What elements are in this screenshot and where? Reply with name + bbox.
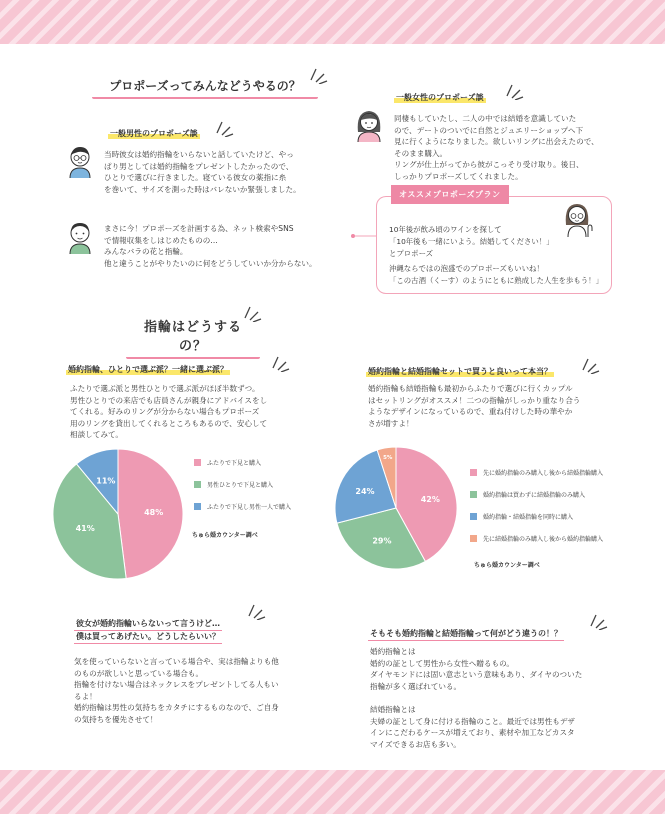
section1-title: プロポーズってみんなどうやるの？ (92, 74, 318, 99)
pie-slice-label-2: 29% (372, 536, 392, 546)
refuse-ring-question-1: 彼女が婚約指輪いらないって言うけど… (74, 618, 222, 631)
pie-slice-label-2: 41% (75, 524, 95, 534)
sparkle-icon (242, 304, 262, 322)
refuse-ring-question-2: 僕は買ってあげたい。どうしたらいい？ (74, 631, 222, 644)
sparkle-icon (214, 119, 234, 137)
legend-swatch (194, 503, 201, 510)
legend-label: 先に婚約指輪のみ購入し後から結婚指輪購入 (483, 470, 604, 477)
legend-item-2 (470, 490, 585, 499)
man-avatar-icon (64, 220, 96, 256)
sparkle-icon (308, 66, 328, 84)
female-story: 同棲もしていたし、二人の中では結婚を意識していた ので、デートのついでに自然とジュエリーショップへ下 見に行くようになりました。欲しいリングに出会えたので、 そのまま購入。 リングが仕上がってから彼がこっそり受け取り。後日、 しっかりプロポーズしてくれました。 (394, 114, 599, 181)
legend-item-3 (470, 512, 573, 521)
wedding-ring-definition: 結婚指輪とは 夫婦の証として身に付ける指輪のこと。最近では男性もデザ インにこだわるケースが増えており、素材や加工などカスタ マイズできるお店も多い。 (370, 705, 576, 749)
legend-item-1 (470, 468, 603, 477)
set-ring-question: 婚約指輪と結婚指輪セットで買うと良いって本当？ (368, 367, 552, 376)
legend-item-2 (194, 480, 273, 489)
legend-label: 先に結婚指輪のみ購入し後から婚約指輪購入 (483, 536, 604, 543)
legend-swatch (470, 535, 477, 542)
set-ring-text: 婚約指輪も結婚指輪も最初からふたりで選びに行くカップル はセットリングがオススメ！二つの指輪がしっかり重なり合う ようなデザインになっているので、重ね付けした時の華やか さが増すよ！ (368, 384, 581, 428)
man-avatar-icon (64, 144, 96, 180)
pie-slice-label-1: 48% (144, 507, 164, 517)
legend-label: 婚約指輪・結婚指輪を同時に購入 (483, 514, 574, 521)
legend-swatch (470, 513, 477, 520)
male-story-1: 当時彼女は婚約指輪をいらないと話していたけど、やっ ぱり男としては婚約指輪をプレゼントしたかったので、 ひとりで選びに行きました。寝ている彼女の薬指に糸 を巻いて、サイズを測った時はバレないか緊張しました。 (104, 150, 301, 194)
chart1-source: ちゅら婚カウンター調べ (192, 532, 258, 539)
section2-title: 指輪はどうするの？ (126, 313, 260, 359)
recommend-line-5: 「この古酒（くーす）のようにともに熟成した人生を歩もう！」 (389, 276, 603, 285)
top-stripe-border (0, 0, 665, 44)
pie-slice-label-1: 42% (420, 495, 440, 505)
legend-item-4 (470, 534, 603, 543)
ring-difference-question: そもそも婚約指輪と結婚指輪って何がどう違うの！？ (368, 628, 564, 641)
woman-avatar-icon (352, 108, 386, 144)
legend-label: ふたりで下見し男性一人で購入 (207, 504, 292, 511)
sparkle-icon (504, 82, 524, 100)
sparkle-icon (270, 354, 290, 372)
recommend-line-3: とプロポーズ (389, 249, 433, 258)
bottom-stripe-border (0, 770, 665, 814)
engagement-ring-definition: 婚約指輪とは 婚約の証として男性から女性へ贈るもの。 ダイヤモンドには固い意志という意味もあり、ダイヤのついた 指輪が多く選ばれている。 (370, 647, 583, 691)
legend-label: ふたりで下見と購入 (207, 460, 262, 467)
male-story-2: まさに今！プロポーズを計画する為、ネット検索やSNS で情報収集をしはじめたものの… みんなバラの花と指輪。 他と違うことがやりたいのに何をどうしていいか分からない。 (104, 224, 317, 268)
recommended-plan-badge: オススメプロポーズプラン (391, 185, 509, 204)
recommend-line-2: 「10年後も一緒にいよう。結婚してください！」 (389, 237, 554, 246)
legend-item-1 (194, 458, 261, 467)
legend-swatch (194, 459, 201, 466)
recommend-line-4: 沖縄ならではの泡盛でのプロポーズもいいね！ (389, 264, 544, 273)
legend-label: 男性ひとりで下見と購入 (207, 482, 274, 489)
ring-choice-text: ふたりで選ぶ派と男性ひとりで選ぶ派がほぼ半数ずつ。 男性ひとりでの来店でも店員さんが親身にアドバイスをし てくれる。好みのリングが分からない場合もプロポーズ 用のリングを貸出してくれるところもあるので、安心して 相談してみて。 (70, 384, 268, 439)
sparkle-icon (588, 612, 608, 630)
pie-slice-label-3: 11% (96, 476, 116, 486)
ring-choice-question: 婚約指輪、ひとりで選ぶ派？一緒に選ぶ派？ (68, 365, 228, 374)
pie-chart-ring-purchase-order (334, 446, 458, 570)
sparkle-icon (580, 356, 600, 374)
refuse-ring-text: 気を使っていらないと言っている場合や、実は指輪よりも他 のものが欲しいと思っている場合も。 指輪を付けない場合はネックレスをプレゼントしてる人もい るよ！ 婚約指輪は男性の気持ちをカタチにするものなので、ご自身 の気持ちを優先させて！ (74, 657, 279, 724)
legend-item-3 (194, 502, 291, 511)
pie-slice-label-3: 24% (355, 486, 375, 496)
legend-swatch (470, 491, 477, 498)
legend-swatch (194, 481, 201, 488)
male-story-label: 一般男性のプロポーズ談 (110, 129, 198, 138)
legend-label: 婚約指輪は買わずに結婚指輪のみ購入 (483, 492, 586, 499)
pie-slice-label-4: 5% (383, 455, 393, 462)
chart2-source: ちゅら婚カウンター調べ (474, 562, 540, 569)
recommend-line-1: 10年後が飲み頃のワインを探して (389, 225, 502, 234)
pie-chart-ring-purchase-style (52, 448, 184, 580)
sparkle-icon (246, 602, 266, 620)
female-story-label: 一般女性のプロポーズ談 (396, 93, 484, 102)
legend-swatch (470, 469, 477, 476)
advisor-avatar-icon (560, 201, 596, 239)
